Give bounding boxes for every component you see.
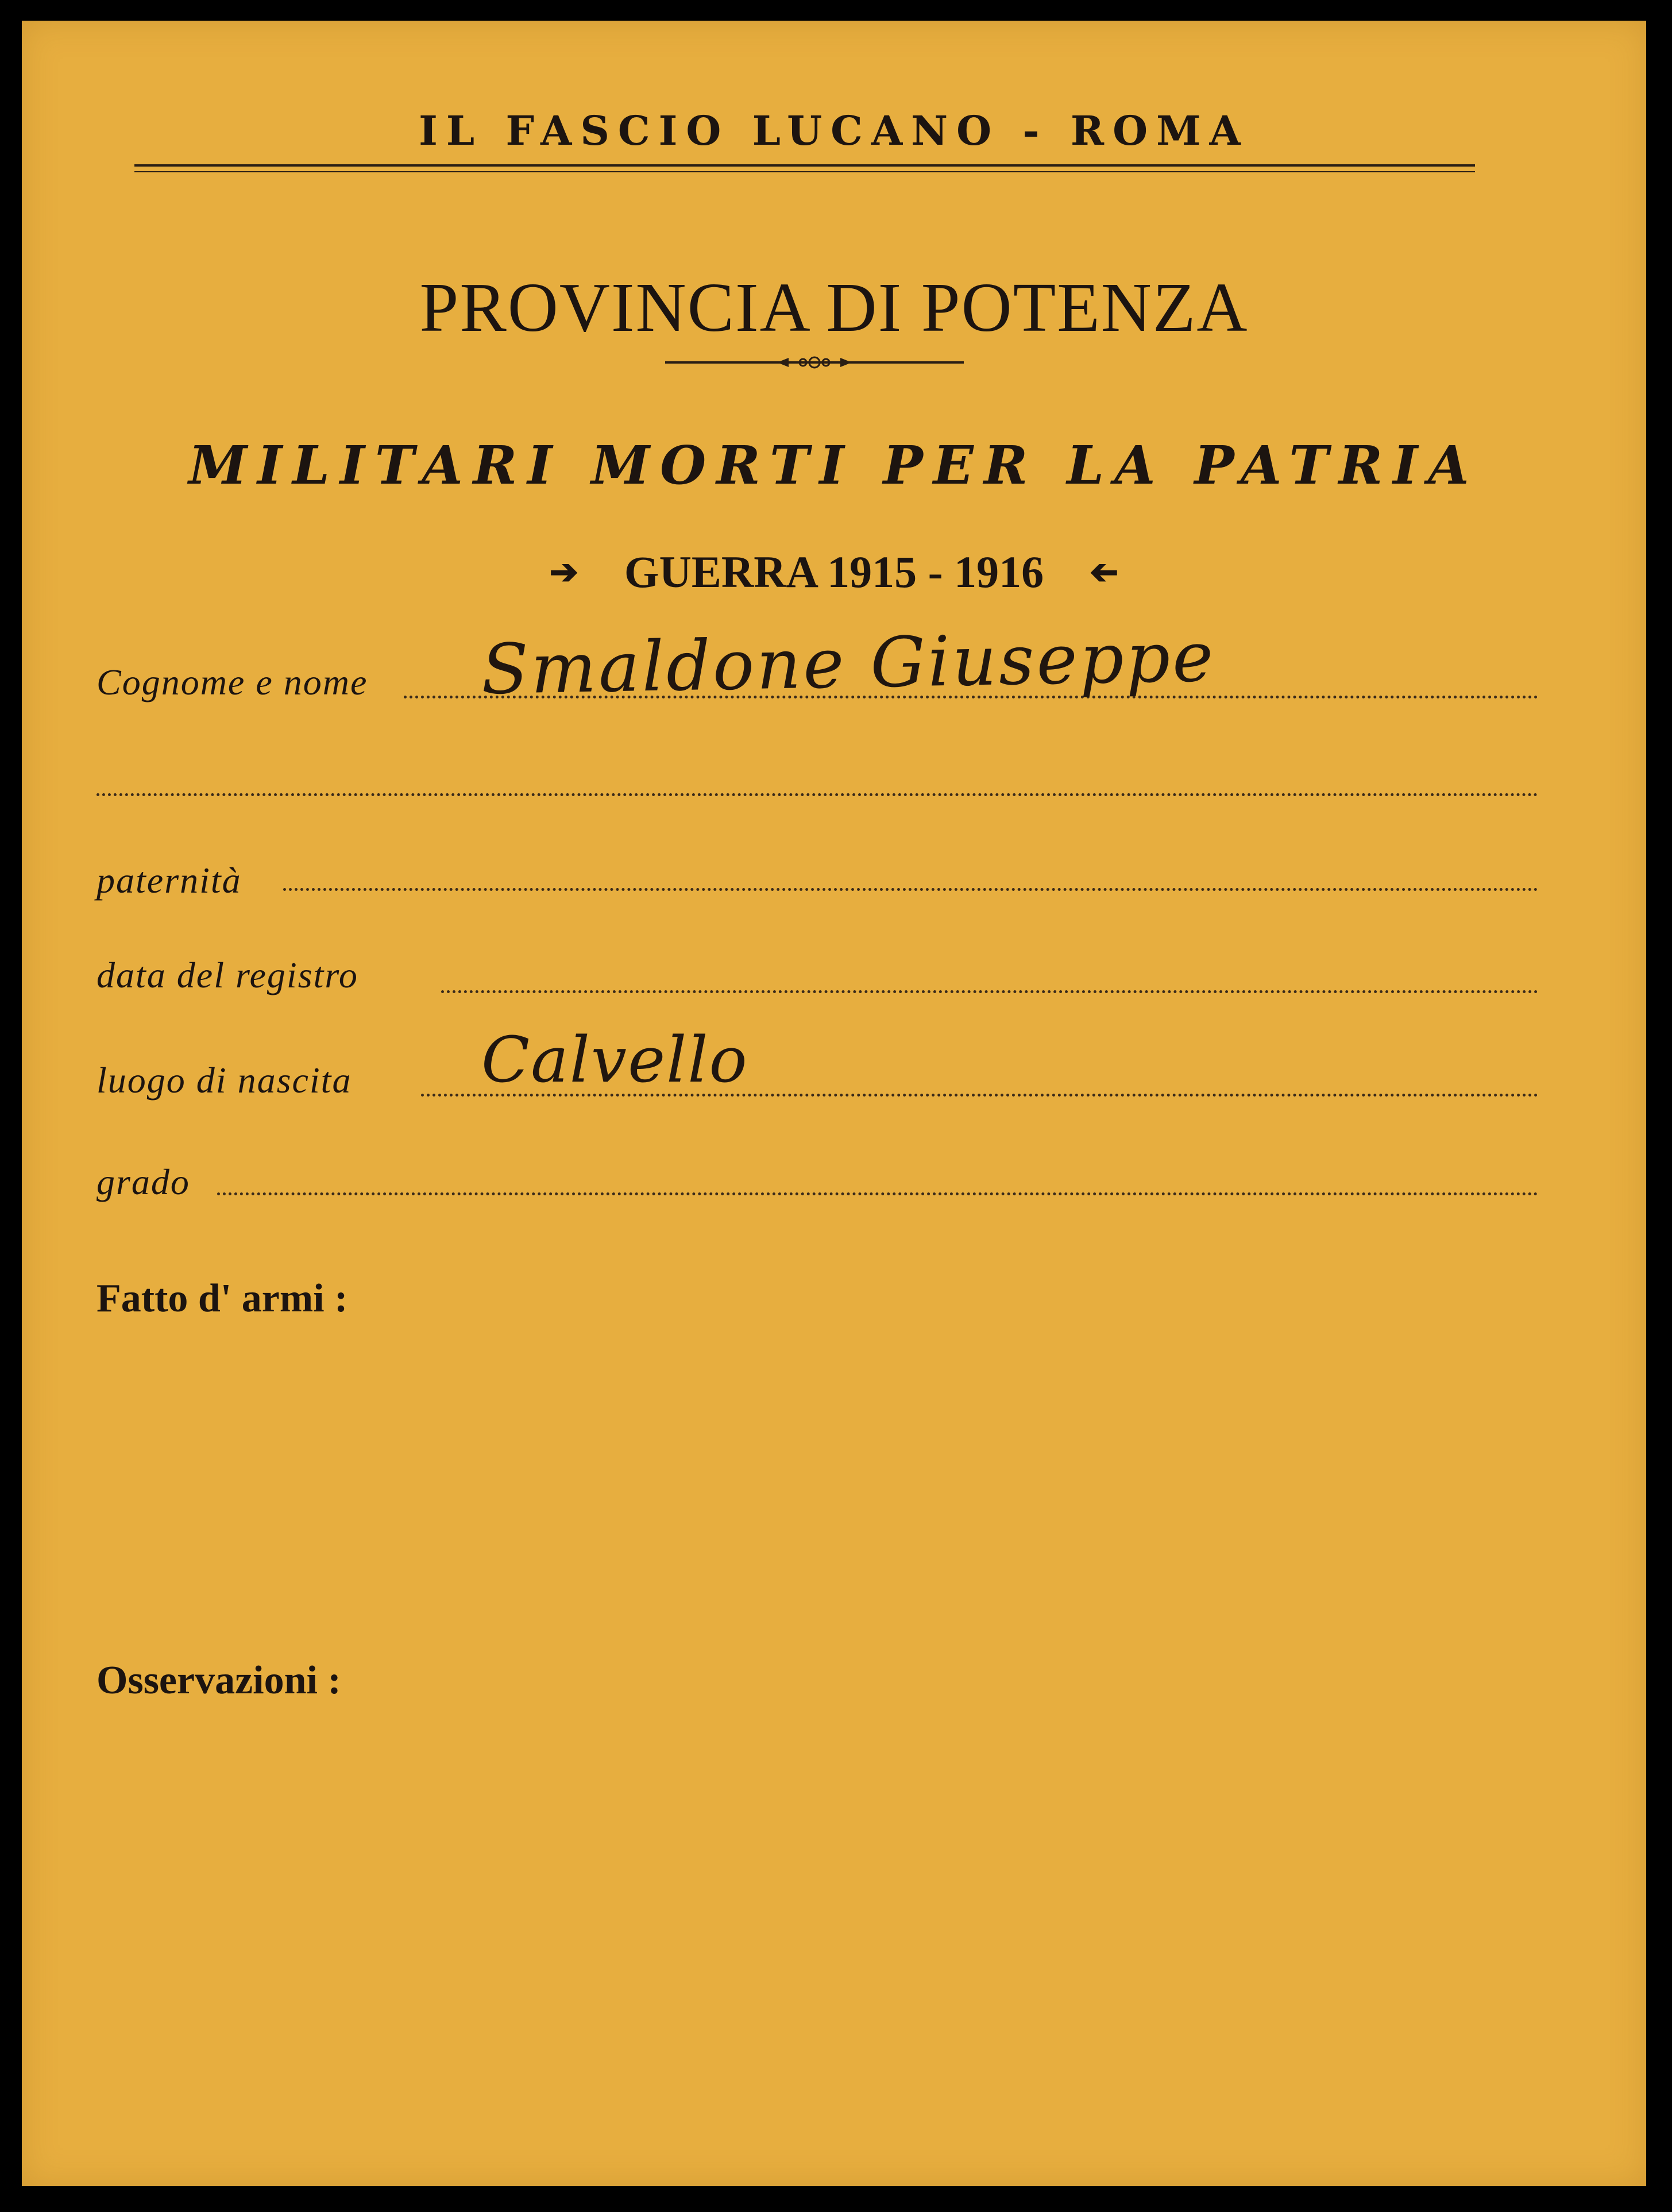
birthplace-label: luogo di nascita <box>96 1060 352 1101</box>
feat-of-arms-heading: Fatto d' armi : <box>96 1276 348 1321</box>
record-card <box>22 21 1646 2186</box>
observations-heading: Osservazioni : <box>96 1658 341 1703</box>
war-period-text: GUERRA 1915 - 1916 <box>624 547 1044 597</box>
province-title: PROVINCIA DI POTENZA <box>419 269 1249 346</box>
ornament-divider <box>665 354 964 371</box>
birthplace-value: Calvello <box>481 1023 748 1097</box>
rank-line <box>217 1192 1538 1195</box>
war-period <box>22 546 1646 598</box>
header-rule-top <box>134 164 1475 167</box>
rank-label: grado <box>96 1161 190 1202</box>
paternity-label: paternità <box>96 860 242 901</box>
surname-line-second <box>96 793 1538 796</box>
surname-value: Smaldone Giuseppe <box>480 617 1217 711</box>
paternity-line <box>283 888 1538 891</box>
header-rule-bottom <box>134 171 1475 172</box>
surname-label: Cognome e nome <box>96 662 368 702</box>
register-date-line <box>441 990 1538 993</box>
document-subtitle: MILITARI MORTI PER LA PATRIA <box>188 434 1480 496</box>
register-date-label: data del registro <box>96 955 358 995</box>
arrow-right-icon: ➔ <box>549 553 578 591</box>
publisher-header: IL FASCIO LUCANO - ROMA <box>419 107 1249 155</box>
arrow-left-icon: ➔ <box>1090 553 1119 591</box>
